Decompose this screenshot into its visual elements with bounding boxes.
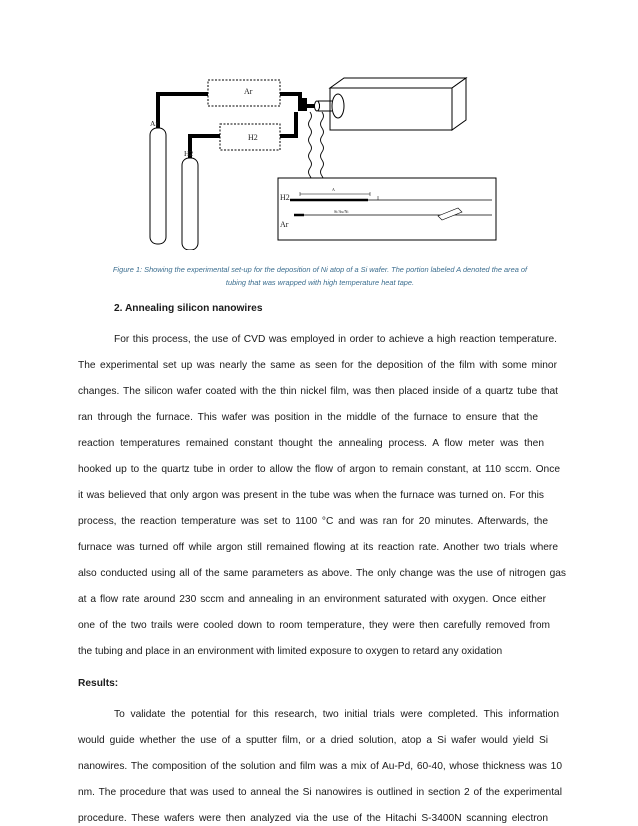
paragraph-line: the tubing and place in an environment with limited exposure to oxygen to retard any oxidation xyxy=(78,646,503,657)
tubing-inset xyxy=(278,178,496,240)
paragraph-line: also conducted using all of the same parameters as above. The only change was the use of nitrogen gas xyxy=(78,568,566,579)
h2-flowmeter-label: H2 xyxy=(248,133,258,142)
inset-sample-label: Si/Au/Ni xyxy=(334,209,349,214)
ar-flowmeter-label: Ar xyxy=(244,87,253,96)
figure-caption-line: tubing that was wrapped with high temperature heat tape. xyxy=(225,277,415,287)
paragraph-line: nanowires. The composition of the solution and film was a mix of Au-Pd, 60-40, whose thickness was 10 xyxy=(78,761,562,772)
paragraph-line: furnace was turned off while argon still remained flowing at its reaction rate. Another two trials where xyxy=(78,542,558,553)
furnace xyxy=(315,78,467,130)
ar-tubing xyxy=(158,94,208,128)
setup-diagram xyxy=(120,70,520,250)
paragraph-line: nm. The procedure that was used to anneal the Si nanowires is outlined in section 2 of the experimental xyxy=(78,787,562,798)
figure-caption xyxy=(78,264,562,289)
h2-gas-tank xyxy=(182,158,198,250)
paragraph-line: changes. The silicon wafer coated with the thin nickel film, was then placed inside of a quartz tube that xyxy=(78,386,558,397)
valve-block xyxy=(298,98,307,111)
paragraph-line: ran through the furnace. This wafer was position in the middle of the furnace to ensure that the xyxy=(78,412,538,423)
results-heading: Results: xyxy=(78,678,119,689)
section-heading: 2. Annealing silicon nanowires xyxy=(114,303,263,314)
paragraph-line: procedure. These wafers were then analyzed via the use of the Hitachi S-3400N scanning electron xyxy=(78,813,548,824)
paragraph-line: The experimental set up was nearly the same as seen for the deposition of the film with some minor xyxy=(78,360,557,371)
figure-caption-line: Figure 1: Showing the experimental set-up for the deposition of Ni atop of a Si wafer. The portion labeled A denoted the area of xyxy=(112,265,528,274)
inset-a-label: A xyxy=(332,187,335,192)
inset-h2-label: H2 xyxy=(280,193,290,202)
ar-tubing-outlet xyxy=(280,94,300,104)
paragraph-line: For this process, the use of CVD was employed in order to achieve a high reaction temperature. xyxy=(114,334,557,345)
paragraph-line: one of the two trails were cooled down to room temperature, they were then carefully removed from xyxy=(78,620,550,631)
paragraph-line: process, the reaction temperature was set to 1100 °C and was ran for 20 minutes. Afterwards, the xyxy=(78,516,548,527)
h2-tubing xyxy=(190,136,220,158)
inset-ar-label: Ar xyxy=(280,220,289,229)
paragraph-line: at a flow rate around 230 sccm and annealing in an environment saturated with oxygen. Once either xyxy=(78,594,546,605)
paragraph-line: it was believed that only argon was present in the tube was when the furnace was turned on. For this xyxy=(78,490,544,501)
ar-tank-label: Ar xyxy=(150,119,158,128)
paragraph-line: would guide whether the use of a sputter film, or a dried solution, atop a Si wafer would yield Si xyxy=(78,735,548,746)
experimental-setup-figure xyxy=(120,70,520,250)
h2-tubing-outlet xyxy=(280,114,296,136)
paragraph-line: reaction temperatures remained constant thought the annealing process. A flow meter was then xyxy=(78,438,544,449)
paragraph-line: hooked up to the quartz tube in order to allow the flow of argon to remain constant, at 110 sccm. Once xyxy=(78,464,560,475)
h2-tank-label: H2 xyxy=(184,149,194,158)
paragraph-line: To validate the potential for this research, two initial trials were completed. This information xyxy=(114,709,559,720)
ar-gas-tank xyxy=(150,128,166,244)
